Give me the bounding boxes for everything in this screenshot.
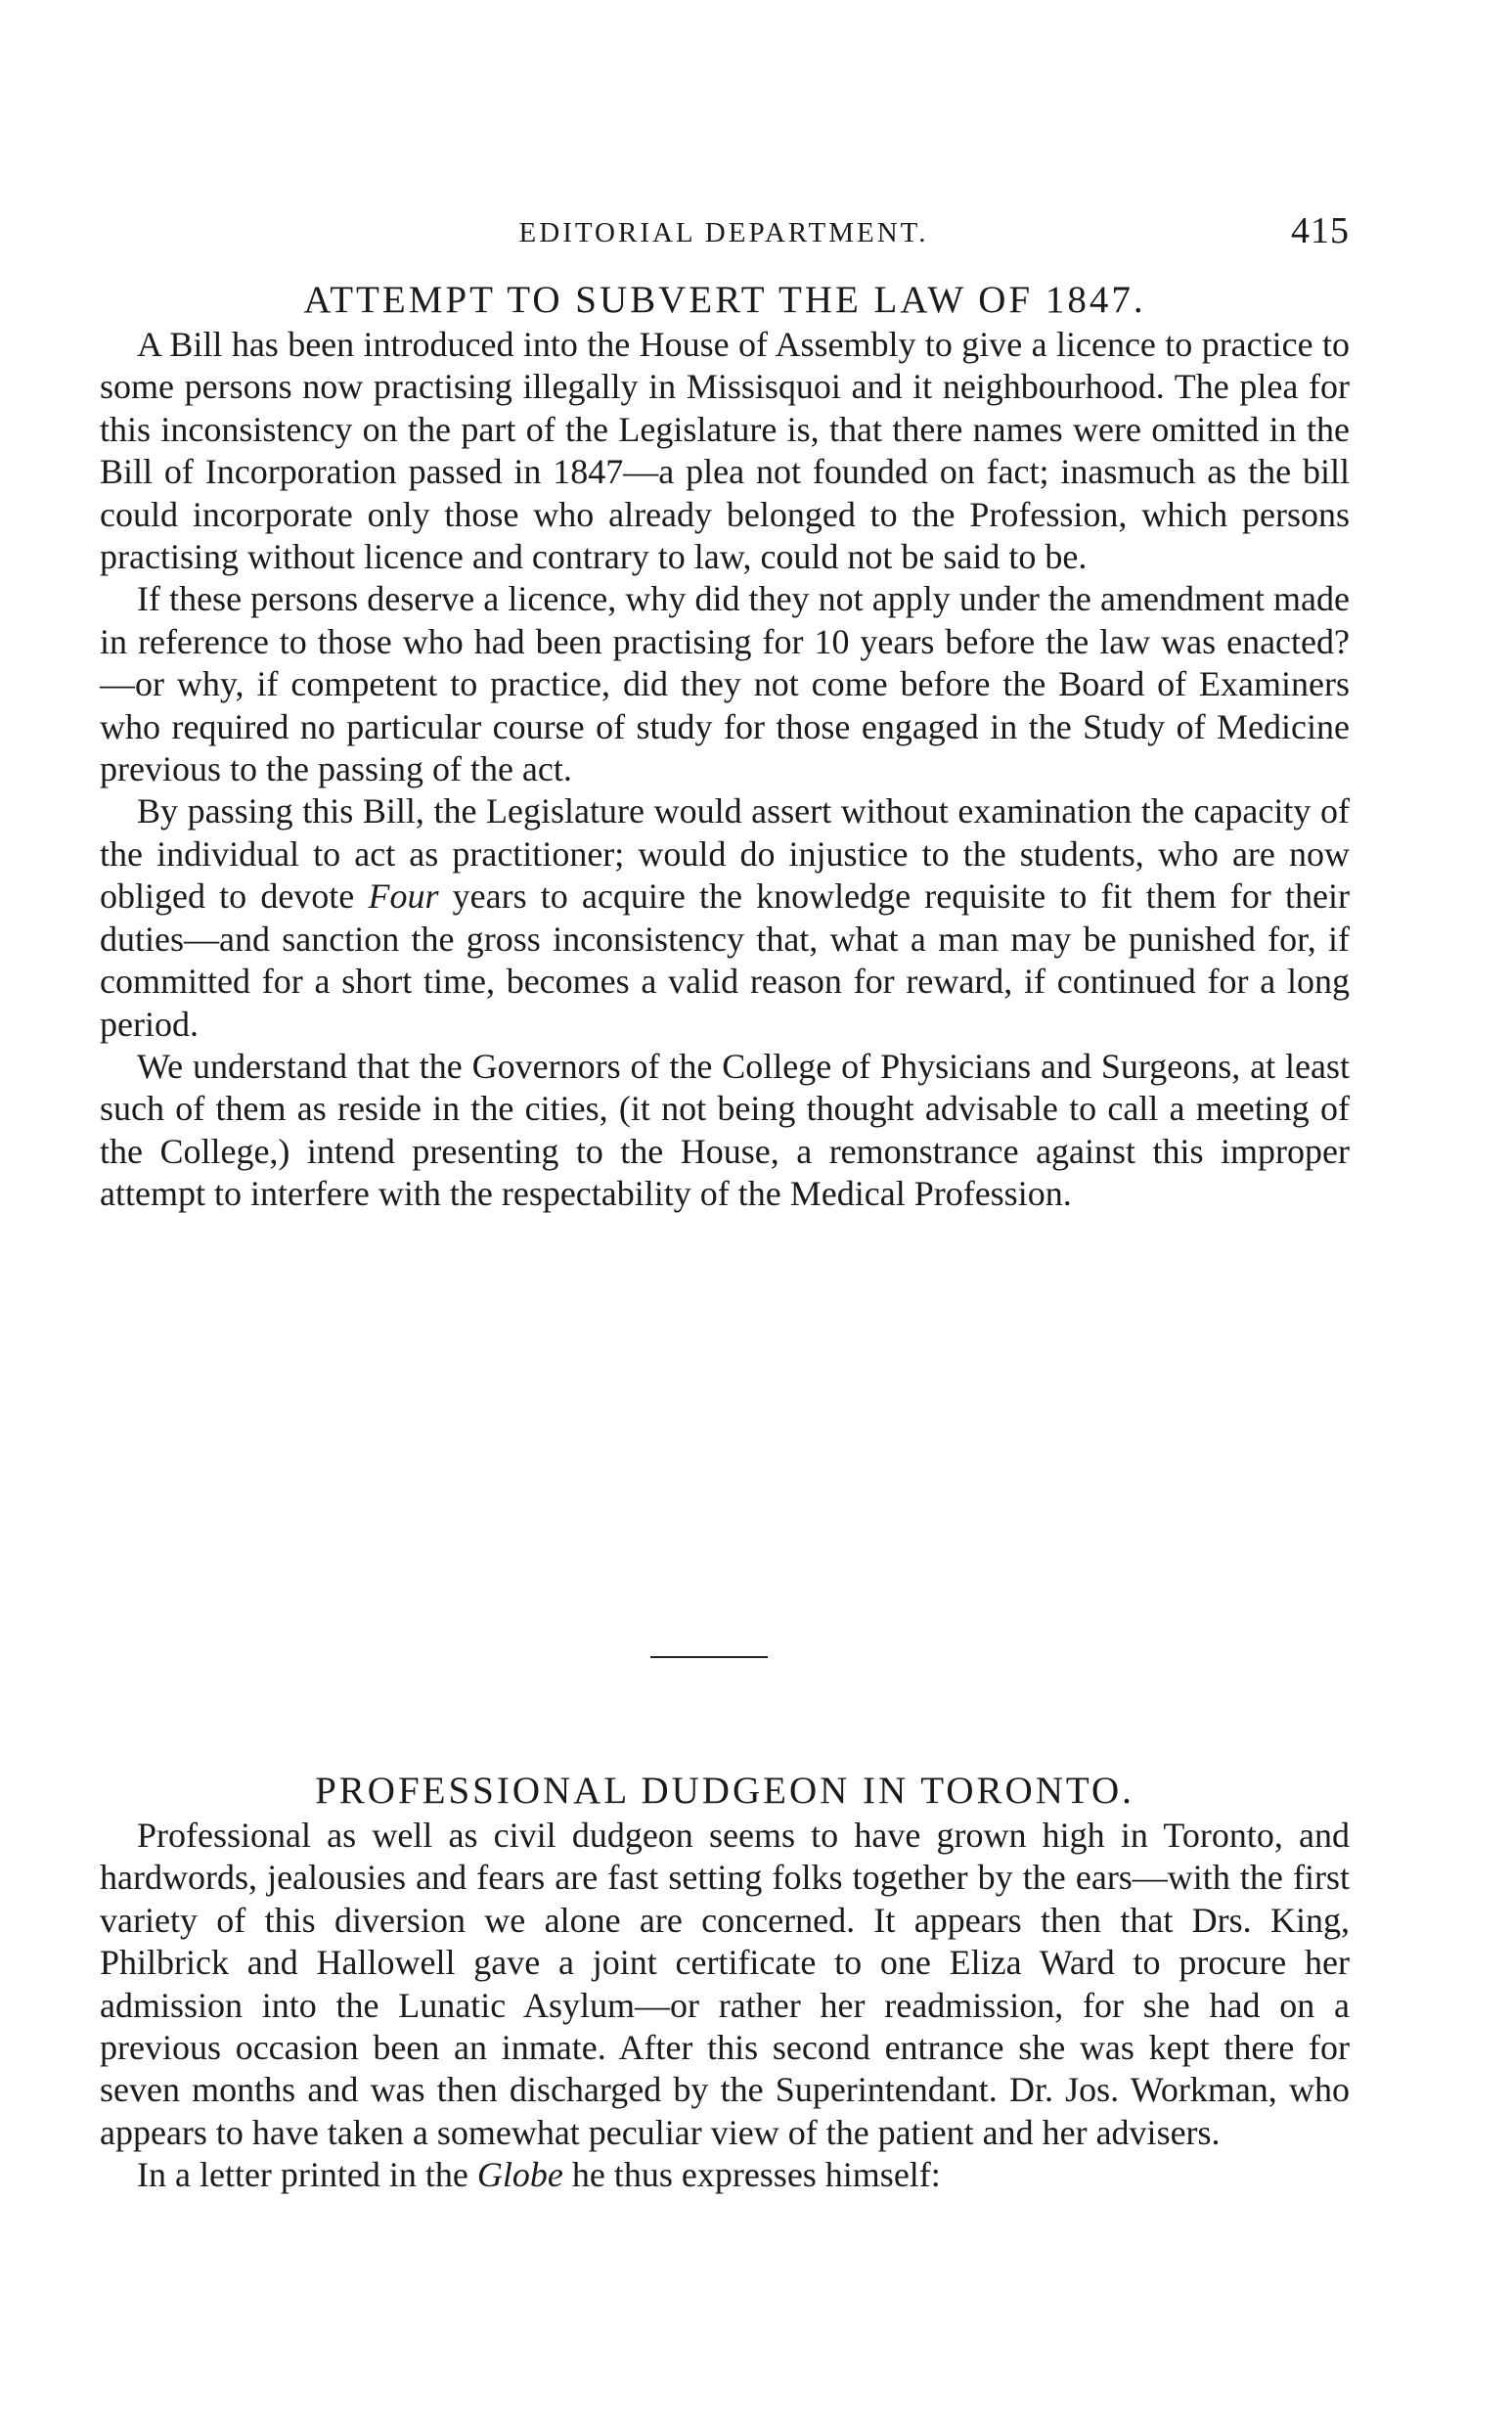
page-number: 415: [1291, 210, 1350, 251]
article-paragraph: [100, 2154, 1350, 2196]
article-paragraph: If these persons deserve a licence, why did they not apply under the amendment made in reference to those who had been practising for 10 years before the law was enacted?—or why, if competent to practice, did they not come before the Board of Examiners who required no particular course of study for those engaged in the Study of Medicine previous to the passing of the act.: [100, 579, 1350, 789]
article-paragraph: A Bill has been introduced into the House of Assembly to give a licence to practice to some persons now practising illegally in Missisquoi and it neighbourhood. The plea for this inconsistency on the part of the Legislature is, that there names were omitted in the Bill of Incorporation passed in 1847—a plea not founded on fact; inasmuch as the bill could incorporate only those who already belonged to the Profession, which persons practising without licence and contrary to law, could not be said to be.: [100, 325, 1350, 577]
article-law-of-1847: [100, 278, 1350, 1216]
paragraph-text: By passing this Bill, the Legislature would assert without examination the capacity of the individual to act as practitioner; would do injustice to the students, who are now obliged to devote: [100, 791, 1350, 917]
article-title: PROFESSIONAL DUDGEON IN TORONTO.: [315, 1770, 1134, 1812]
running-head-title: EDITORIAL DEPARTMENT.: [518, 217, 929, 248]
italic-word: Globe: [476, 2155, 563, 2195]
section-divider: [650, 1656, 768, 1658]
paragraph-text: he thus expresses himself:: [562, 2155, 941, 2195]
paragraph-text: years to acquire the knowledge requisite to fit them for their duties—and sanction the gross inconsistency that, what a man may be punished for, if committed for a short time, becomes a valid reason for reward, if continued for a long period.: [100, 876, 1350, 1044]
article-paragraph: [100, 790, 1350, 1045]
paragraph-text: In a letter printed in the: [137, 2155, 477, 2195]
article-title: ATTEMPT TO SUBVERT THE LAW OF 1847.: [303, 279, 1146, 321]
running-head: [98, 210, 1350, 260]
article-paragraph: We understand that the Governors of the College of Physicians and Surgeons, at least such of them as reside in the cities, (it not being thought advisable to call a meeting of the College,) intend presenting to the House, a remonstrance against this improper attempt to interfere with the respectability of the Medical Profession.: [100, 1046, 1350, 1214]
italic-word: Four: [368, 876, 439, 917]
article-professional-dudgeon: [100, 1769, 1350, 2197]
article-paragraph: Professional as well as civil dudgeon seems to have grown high in Toronto, and hardwords, jealousies and fears are fast setting folks together by the ears—with the first variety of this diversion we alone are concerned. It appears then that Drs. King, Philbrick and Hallowell gave a joint certificate to one Eliza Ward to procure her admission into the Lunatic Asylum—or rather her readmission, for she had on a previous occasion been an inmate. After this second entrance she was kept there for seven months and was then discharged by the Superintendant. Dr. Jos. Workman, who appears to have taken a somewhat peculiar view of the patient and her advisers.: [100, 1816, 1350, 2152]
